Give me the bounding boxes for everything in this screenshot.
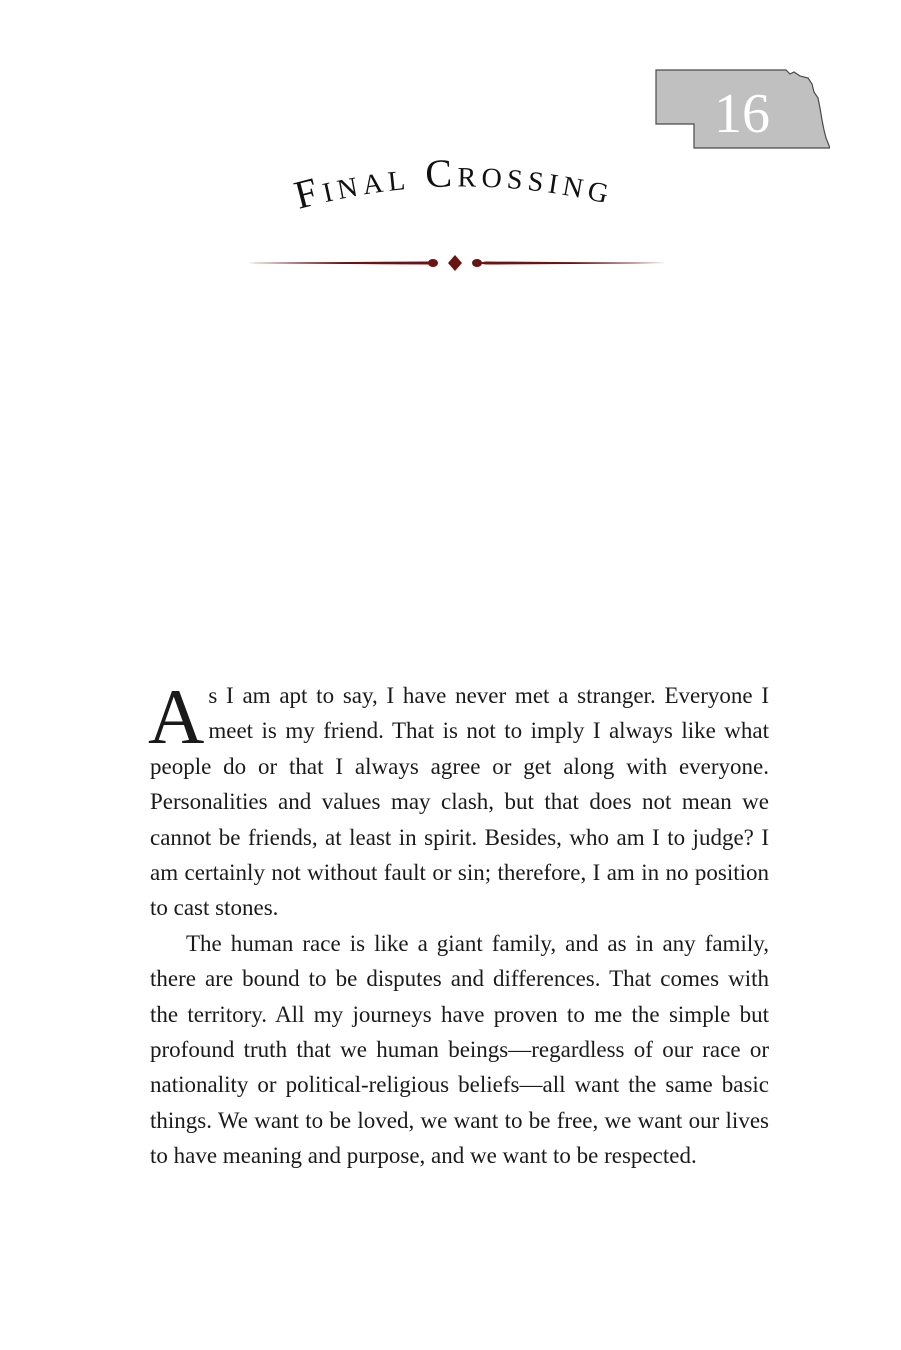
chapter-title-text: Final Crossing — [289, 150, 619, 218]
chapter-title — [240, 148, 660, 228]
svg-text:Final Crossing — [290, 150, 619, 217]
body-text — [148, 673, 769, 1174]
paragraph-1 — [148, 673, 769, 926]
chapter-number: 16 — [714, 83, 770, 145]
paragraph-1-text: s I am apt to say, I have never met a stranger. Everyone I meet is my friend. That is not to imply I always like what people do or that I always agree or get along with everyone. Personalities and values may clash, but that does not mean we cannot be friends, at least in spirit. Besides, who am I to judge? I am certainly not without fault or sin; therefore, I am in no position to cast stones. — [150, 683, 769, 921]
paragraph-2: The human race is like a giant family, and as in any family, there are bound to be disputes and differences. That comes with the territory. All my journeys have proven to me the simple but profound truth that we human beings—regardless of our race or nationality or political-religious beliefs—all want the same basic things. We want to be loved, we want to be free, we want our lives to have meaning and purpose, and we want to be respected. — [150, 930, 769, 1169]
drop-cap: A — [148, 673, 205, 760]
ornamental-divider — [248, 253, 666, 273]
